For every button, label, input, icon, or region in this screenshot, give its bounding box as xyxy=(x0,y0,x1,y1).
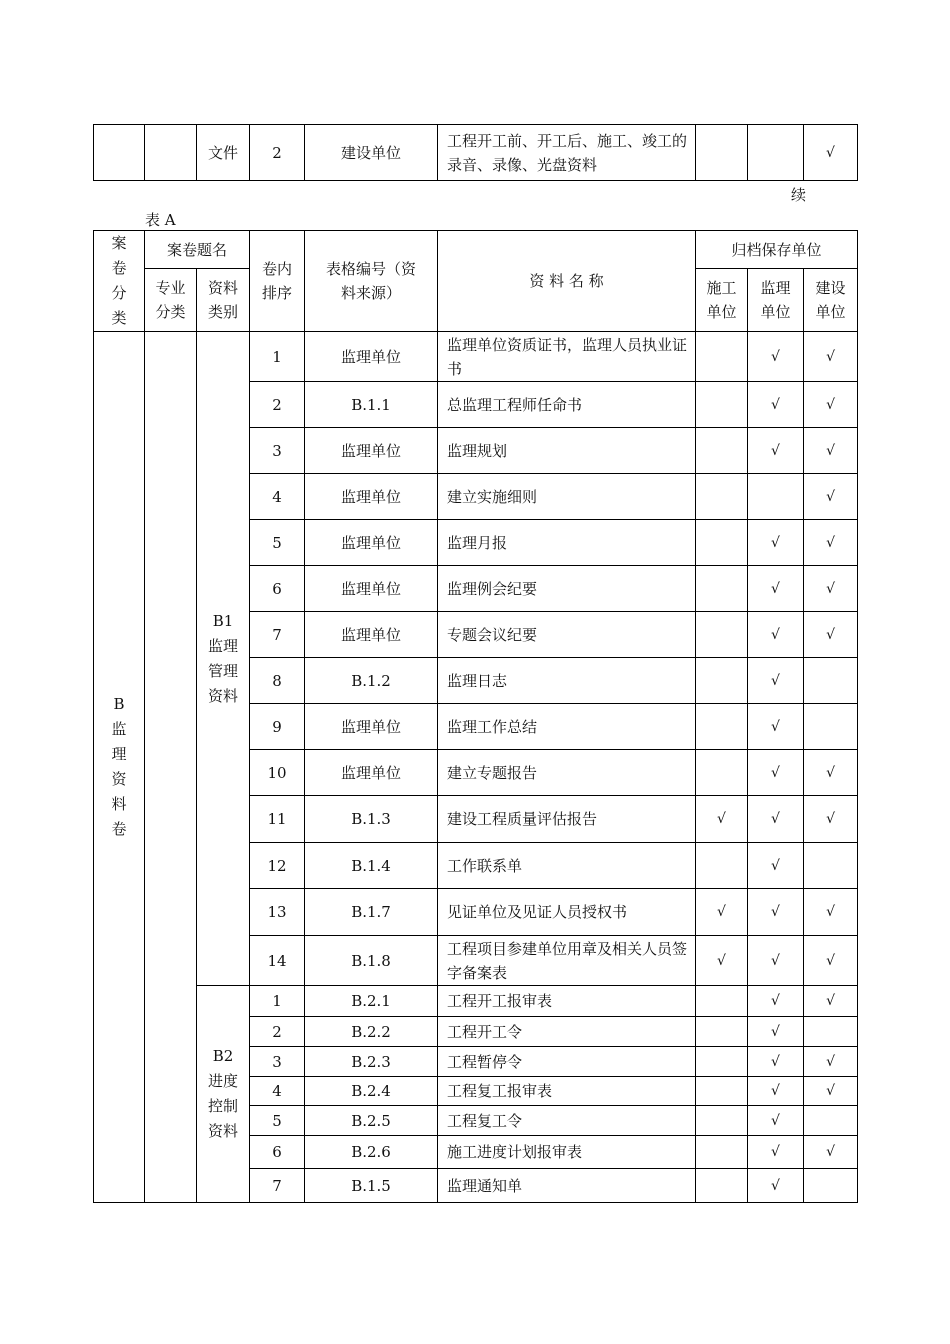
cell-form-no: B.2.6 xyxy=(305,1136,438,1169)
cell-construction: √ xyxy=(696,889,748,936)
cell-doc-name: 工程开工前、开工后、施工、竣工的录音、录像、光盘资料 xyxy=(438,125,696,181)
cell-seq: 11 xyxy=(250,796,305,843)
cell-owner: √ xyxy=(804,612,858,658)
cell-doc-name: 专题会议纪要 xyxy=(438,612,696,658)
cell-seq: 7 xyxy=(250,1169,305,1203)
cell-owner: √ xyxy=(804,332,858,382)
cell-form-no: 监理单位 xyxy=(305,332,438,382)
cell-construction xyxy=(696,382,748,428)
header-title-group: 案卷题名 xyxy=(145,231,250,269)
cell-owner: √ xyxy=(804,520,858,566)
cell-form-no: 监理单位 xyxy=(305,474,438,520)
header-material-type xyxy=(197,269,250,332)
table-row xyxy=(94,986,858,1017)
cell-supervision: √ xyxy=(748,382,804,428)
cell-doc-name: 总监理工程师任命书 xyxy=(438,382,696,428)
cell-supervision: √ xyxy=(748,1136,804,1169)
archive-table xyxy=(93,230,858,1203)
cell-owner xyxy=(804,658,858,704)
cell-construction: √ xyxy=(696,936,748,986)
top-continuation-table xyxy=(93,124,858,181)
header-owner-unit xyxy=(804,269,858,332)
cell-doc-name: 监理通知单 xyxy=(438,1169,696,1203)
cell-doc-name: 建设工程质量评估报告 xyxy=(438,796,696,843)
cell-form-no: B.1.7 xyxy=(305,889,438,936)
cell-seq: 3 xyxy=(250,1047,305,1077)
cell-doc-name: 工程项目参建单位用章及相关人员签字备案表 xyxy=(438,936,696,986)
header-owner-unit-label: 建设单位 xyxy=(815,279,846,321)
cell-seq: 12 xyxy=(250,843,305,889)
cell-construction xyxy=(696,1136,748,1169)
cell-form-no: 监理单位 xyxy=(305,566,438,612)
cell-owner xyxy=(804,843,858,889)
cell-owner: √ xyxy=(804,986,858,1017)
material-group-label: B2进度控制资料 xyxy=(207,1047,238,1140)
cell-seq: 1 xyxy=(250,986,305,1017)
cell-doc-name: 监理规划 xyxy=(438,428,696,474)
cell-specialty-group xyxy=(145,332,197,1203)
cell-supervision: √ xyxy=(748,1077,804,1106)
cell-form-no: 监理单位 xyxy=(305,520,438,566)
cell-construction xyxy=(696,843,748,889)
cell-doc-name: 监理例会纪要 xyxy=(438,566,696,612)
cell-construction xyxy=(696,566,748,612)
header-specialty-label: 专业分类 xyxy=(155,279,186,321)
cell-seq: 1 xyxy=(250,332,305,382)
table-row xyxy=(94,125,858,181)
cell-owner: √ xyxy=(804,936,858,986)
cell-form-no: B.2.1 xyxy=(305,986,438,1017)
cell-supervision: √ xyxy=(748,612,804,658)
cell-construction xyxy=(696,1017,748,1047)
cell-form-no: B.2.5 xyxy=(305,1106,438,1136)
cell-seq: 10 xyxy=(250,750,305,796)
cell-doc-name: 工程开工报审表 xyxy=(438,986,696,1017)
header-specialty xyxy=(145,269,197,332)
cell-supervision: √ xyxy=(748,658,804,704)
cell-doc-name: 施工进度计划报审表 xyxy=(438,1136,696,1169)
cell-supervision: √ xyxy=(748,1017,804,1047)
cell-supervision: √ xyxy=(748,936,804,986)
cell-form-no: B.1.3 xyxy=(305,796,438,843)
cell-construction xyxy=(696,332,748,382)
cell-seq: 9 xyxy=(250,704,305,750)
cell-form-no: B.2.2 xyxy=(305,1017,438,1047)
cell-supervision: √ xyxy=(748,520,804,566)
cell-doc-name: 建立实施细则 xyxy=(438,474,696,520)
cell-doc-name: 工作联系单 xyxy=(438,843,696,889)
cell-seq: 4 xyxy=(250,474,305,520)
cell-source: 建设单位 xyxy=(305,125,438,181)
cell-form-no: 监理单位 xyxy=(305,612,438,658)
cell-seq: 8 xyxy=(250,658,305,704)
header-form-no xyxy=(305,231,438,332)
cell-supervision: √ xyxy=(748,566,804,612)
cell-material-type: 文件 xyxy=(197,125,250,181)
cell-owner xyxy=(804,1169,858,1203)
cell-seq: 6 xyxy=(250,1136,305,1169)
header-doc-name: 资 料 名 称 xyxy=(438,231,696,332)
cell-owner: √ xyxy=(804,796,858,843)
cell-construction: √ xyxy=(696,796,748,843)
cell-doc-name: 见证单位及见证人员授权书 xyxy=(438,889,696,936)
cell-supervision: √ xyxy=(748,1047,804,1077)
cell-owner: √ xyxy=(804,566,858,612)
cell-supervision: √ xyxy=(748,1106,804,1136)
cell-owner xyxy=(804,1017,858,1047)
cell-seq: 13 xyxy=(250,889,305,936)
cell-doc-name: 建立专题报告 xyxy=(438,750,696,796)
cell-category-group xyxy=(94,332,145,1203)
cell-construction xyxy=(696,750,748,796)
cell-owner: √ xyxy=(804,889,858,936)
cell-form-no: B.2.3 xyxy=(305,1047,438,1077)
cell-seq: 6 xyxy=(250,566,305,612)
cell-supervision: √ xyxy=(748,889,804,936)
cell-construction xyxy=(696,520,748,566)
cell-construction xyxy=(696,125,748,181)
material-group-label: B1监理管理资料 xyxy=(207,611,238,705)
cell-form-no: 监理单位 xyxy=(305,428,438,474)
cell-supervision xyxy=(748,125,804,181)
category-label: B监理资料卷 xyxy=(111,695,127,838)
cell-owner: √ xyxy=(804,750,858,796)
cell-doc-name: 工程开工令 xyxy=(438,1017,696,1047)
cell-owner xyxy=(804,704,858,750)
cell-seq: 2 xyxy=(250,125,305,181)
cell-owner xyxy=(804,1106,858,1136)
table-label: 表 A xyxy=(145,211,176,229)
cell-owner: √ xyxy=(804,1136,858,1169)
cell-material-group xyxy=(197,332,250,986)
cell-form-no: B.1.8 xyxy=(305,936,438,986)
cell-owner: √ xyxy=(804,428,858,474)
cell-doc-name: 监理月报 xyxy=(438,520,696,566)
cell-construction xyxy=(696,1106,748,1136)
cell-seq: 7 xyxy=(250,612,305,658)
cell-material-group xyxy=(197,986,250,1203)
cell-doc-name: 监理工作总结 xyxy=(438,704,696,750)
cell-supervision: √ xyxy=(748,332,804,382)
cell-doc-name: 工程复工令 xyxy=(438,1106,696,1136)
cell-owner: √ xyxy=(804,1077,858,1106)
cell-form-no: B.1.1 xyxy=(305,382,438,428)
cell-construction xyxy=(696,1047,748,1077)
cell-form-no: B.2.4 xyxy=(305,1077,438,1106)
header-archive-group: 归档保存单位 xyxy=(696,231,858,269)
cell-supervision: √ xyxy=(748,986,804,1017)
header-seq xyxy=(250,231,305,332)
header-supervision-unit xyxy=(748,269,804,332)
cell-supervision: √ xyxy=(748,843,804,889)
table-row xyxy=(94,332,858,382)
cell-supervision: √ xyxy=(748,796,804,843)
cell-form-no: B.1.2 xyxy=(305,658,438,704)
cell-owner: √ xyxy=(804,125,858,181)
cell-seq: 2 xyxy=(250,1017,305,1047)
cell-construction xyxy=(696,986,748,1017)
cell-owner: √ xyxy=(804,474,858,520)
header-material-type-label: 资料类别 xyxy=(207,279,238,321)
cell-doc-name: 监理单位资质证书，监理人员执业证书 xyxy=(438,332,696,382)
header-category xyxy=(94,231,145,332)
cell-construction xyxy=(696,1077,748,1106)
cell-supervision: √ xyxy=(748,428,804,474)
header-construction-unit xyxy=(696,269,748,332)
cell-owner: √ xyxy=(804,382,858,428)
cell-seq: 5 xyxy=(250,1106,305,1136)
cell-doc-name: 工程复工报审表 xyxy=(438,1077,696,1106)
cell-supervision: √ xyxy=(748,1169,804,1203)
cell-doc-name: 工程暂停令 xyxy=(438,1047,696,1077)
cell-form-no: 监理单位 xyxy=(305,750,438,796)
cell-construction xyxy=(696,474,748,520)
cell-construction xyxy=(696,1169,748,1203)
cell-supervision: √ xyxy=(748,704,804,750)
cell-seq: 14 xyxy=(250,936,305,986)
header-form-no-label: 表格编号（资料来源） xyxy=(326,260,417,302)
cell-seq: 4 xyxy=(250,1077,305,1106)
cell-construction xyxy=(696,612,748,658)
cell-construction xyxy=(696,704,748,750)
header-construction-unit-label: 施工单位 xyxy=(706,279,737,321)
cell-form-no: B.1.4 xyxy=(305,843,438,889)
cell-construction xyxy=(696,428,748,474)
header-row xyxy=(94,231,858,269)
cell-seq: 5 xyxy=(250,520,305,566)
cell-supervision: √ xyxy=(748,750,804,796)
header-seq-label: 卷内排序 xyxy=(262,260,293,302)
cell-supervision xyxy=(748,474,804,520)
header-category-label: 案卷分类 xyxy=(111,234,127,327)
cell-specialty xyxy=(145,125,197,181)
header-supervision-unit-label: 监理单位 xyxy=(760,279,791,321)
cell-seq: 3 xyxy=(250,428,305,474)
cell-form-no: 监理单位 xyxy=(305,704,438,750)
cell-seq: 2 xyxy=(250,382,305,428)
cell-owner: √ xyxy=(804,1047,858,1077)
continued-label: 续 xyxy=(791,186,807,204)
cell-category xyxy=(94,125,145,181)
cell-doc-name: 监理日志 xyxy=(438,658,696,704)
cell-construction xyxy=(696,658,748,704)
cell-form-no: B.1.5 xyxy=(305,1169,438,1203)
